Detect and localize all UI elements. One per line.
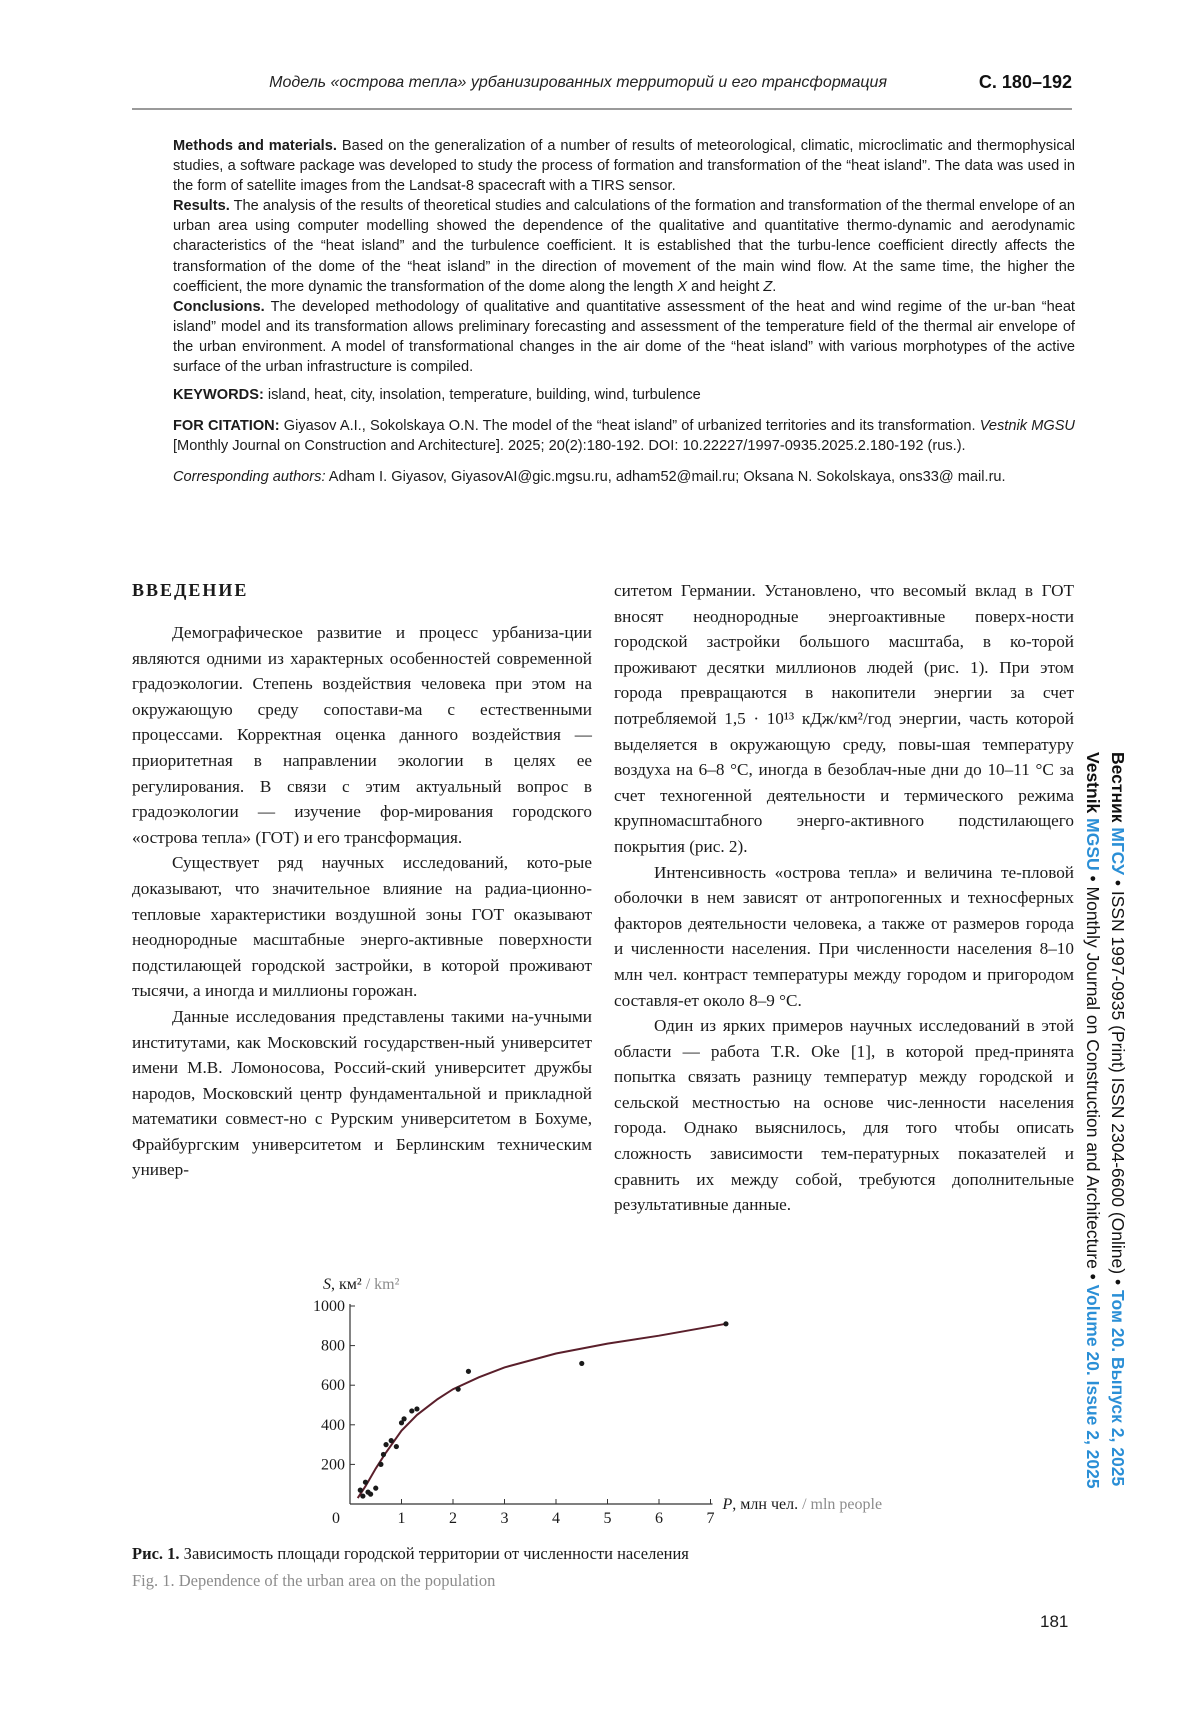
x-tick-label: 7 <box>706 1510 715 1527</box>
keywords <box>173 385 1075 405</box>
data-point <box>381 1452 386 1457</box>
results-text: The analysis of the results of theoretical studies and calculations of the formation and transformation of the thermal envelope of an urban area using computer modelling showed the dependence of the qualitative and quantitative thermo-dynamic and aerodynamic characteristics of the “heat island” and the turbulence coefficient. It is established that the turbu-lence coefficient directly affects the transformation of the dome of the “heat island” in the direction of movement of the main wind flow. At the same time, the higher the coefficient, the more dynamic the transformation of the dome along the length <box>173 198 1075 295</box>
x-axis-label-var: P <box>722 1496 733 1513</box>
y-axis-label <box>323 1276 400 1293</box>
x-axis-label-en: / mln people <box>798 1496 883 1513</box>
running-title: Модель «острова тепла» урбанизированных территорий и его трансформация <box>269 74 887 91</box>
authors-text: Adham I. Giyasov, GiyasovAI@gic.mgsu.ru, adham52@mail.ru; Oksana N. Sokolskaya, ons33@ mail.ru. <box>328 469 1006 486</box>
results-var-x: X <box>677 278 688 295</box>
keywords-text: island, heat, city, insolation, temperature, building, wind, turbulence <box>267 387 701 404</box>
monthly-text: • Monthly Journal on Construction and Architecture • <box>1083 870 1103 1285</box>
abstract-results <box>173 196 1075 296</box>
data-point <box>456 1387 461 1392</box>
left-column <box>132 620 592 1183</box>
y-tick-label: 400 <box>321 1416 345 1434</box>
results-text-end: . <box>772 278 777 295</box>
data-point <box>383 1442 388 1447</box>
x-tick-label: 6 <box>655 1510 663 1527</box>
journal-en: Vestnik <box>1083 752 1103 819</box>
citation-journal: Vestnik MGSU <box>979 418 1075 435</box>
side-line-ru <box>1105 752 1130 1489</box>
data-point <box>579 1361 584 1366</box>
y-axis-label-ru: , км² <box>331 1276 362 1293</box>
page-range: С. 180–192 <box>978 72 1072 92</box>
x-tick-label: 1 <box>397 1510 406 1527</box>
body-paragraph: Данные исследования представлены такими на-учными институтами, как Московский государствен-ный университет имени М.В. Ломоносова, Россий-ский университет дружбы народов, Московский центр фундаментальной и прикладной математики совмест-но с Рурским университетом в Бохуме, Фрайбургским университетом и Берлинским техническим универ- <box>132 1006 592 1180</box>
body-paragraph: Демографическое развитие и процесс урбаниза-ции являются одними из характерных особенностей современной градоэкологии. Степень воздействия человека при этом на окружающую среду сопостави-ма с естественными процессами. Корректная оценка данного воздействия — приоритетная в направлении экологии в целях ее регулирования. В связи с этим актуальный вопрос в градоэкологии — изучение фор-мирования городского «острова тепла» (ГОТ) и его трансформация. <box>132 623 592 847</box>
figure-caption-ru <box>132 1544 689 1564</box>
data-point <box>378 1462 383 1467</box>
methods-text: Based on the generalization of a number of results of meteorological, climatic, microclimatic and thermophysical studies, a software package was developed to study the process of formation and transformation of the “heat island”. The data was used in the form of satellite images from the Landsat-8 spacecraft with a TIRS sensor. <box>173 138 1075 195</box>
abstract-conclusions <box>173 297 1075 377</box>
volume-en: Volume 20. Issue 2, 2025 <box>1083 1284 1103 1489</box>
data-point <box>368 1492 373 1497</box>
x-tick-label: 2 <box>449 1510 457 1527</box>
data-point <box>409 1408 414 1413</box>
figure-caption-en <box>132 1571 495 1591</box>
body-paragraph: Интенсивность «острова тепла» и величина те-пловой оболочки в нем зависят от антропогенных и техносферных факторов деятельности человека, а также от размеров города и численности населения. При численности населения 8–10 млн чел. контраст температуры между городом и пригородом составля-ет около 8–9 °C. <box>614 862 1074 1010</box>
data-point <box>363 1480 368 1485</box>
data-point <box>466 1369 471 1374</box>
keywords-label: KEYWORDS: <box>173 387 264 404</box>
caption-en-text: Dependence of the urban area on the population <box>178 1571 496 1590</box>
data-point <box>373 1486 378 1491</box>
citation-text: Giyasov A.I., Sokolskaya O.N. The model of the “heat island” of urbanized territories and its transformation. <box>283 418 976 435</box>
results-label: Results. <box>173 198 230 215</box>
journal-ru-accent: МГСУ <box>1108 827 1128 875</box>
results-text-and: and height <box>691 278 760 295</box>
side-text <box>1080 752 1130 1489</box>
citation-label: FOR CITATION: <box>173 418 280 435</box>
body-paragraph: ситетом Германии. Установлено, что весомый вклад в ГОТ вносят неоднородные энергоактивные поверх-ности городской застройки большого масштаба, в ко-торой проживают десятки миллионов людей (рис. 1). При этом города превращаются в накопители энергии за счет потребляемой 1,5 · 10¹³ кДж/км²/год энергии, часть которой выделяется в окружающую среду, повы-шая температуру воздуха на 6–8 °C, иногда в безоблач-ные дни до 10–11 °C за счет техногенной деятельности и термического режима крупномасштабного энерго-активного подстилающего покрытия (рис. 2). <box>614 581 1074 856</box>
right-column <box>614 578 1074 1218</box>
data-point <box>414 1406 419 1411</box>
data-point <box>401 1416 406 1421</box>
caption-en-label: Fig. 1. <box>132 1571 175 1590</box>
population-area-chart <box>290 1272 930 1542</box>
conclusions-label: Conclusions. <box>173 298 265 315</box>
data-point <box>360 1493 365 1498</box>
caption-ru-text: Зависимость площади городской территории от численности населения <box>183 1544 689 1563</box>
data-point <box>358 1488 363 1493</box>
volume-ru: Том 20. Выпуск 2, 2025 <box>1108 1289 1128 1487</box>
journal-ru: Вестник <box>1108 752 1128 828</box>
y-axis-label-var: S <box>323 1276 331 1293</box>
results-var-z: Z <box>763 278 773 295</box>
data-point <box>394 1444 399 1449</box>
caption-ru-label: Рис. 1. <box>132 1544 180 1563</box>
journal-en-accent: MGSU <box>1083 818 1103 871</box>
citation-details: [Monthly Journal on Construction and Architecture]. 2025; 20(2):180-192. DOI: 10.22227/1997-0935.2025.2.180-192 (rus.). <box>173 438 966 455</box>
journal-side-strip <box>1083 752 1160 1582</box>
y-tick-label: 200 <box>321 1456 345 1474</box>
figure-1 <box>290 1272 930 1542</box>
citation <box>173 416 1075 456</box>
body-paragraph: Один из ярких примеров научных исследований в этой области — работа T.R. Oke [1], в которой пред-принята попытка связать разницу температур между городской и сельской местностью на основе чис-ленности населения города. Однако выяснилось, для того чтобы описать сложность зависимости тем-пературных показателей и сравнить их между собой, требуются дополнительные результативные данные. <box>614 1016 1074 1215</box>
page-number: 181 <box>1040 1612 1069 1631</box>
header-rule <box>132 108 1072 110</box>
authors-label: Corresponding authors: <box>173 469 326 486</box>
abstract <box>173 136 1075 488</box>
y-tick-label: 1000 <box>313 1298 345 1315</box>
y-tick-label: 600 <box>321 1377 345 1395</box>
y-axis-label-en: / km² <box>361 1276 400 1293</box>
corresponding-authors <box>173 467 1075 487</box>
section-heading: ВВЕДЕНИЕ <box>132 580 249 600</box>
x-axis-label <box>722 1496 883 1513</box>
x-axis-label-ru: , млн чел. <box>732 1496 799 1513</box>
running-header <box>132 72 1072 102</box>
methods-label: Methods and materials. <box>173 138 337 154</box>
x-tick-label: 3 <box>500 1510 509 1527</box>
issn-text: • ISSN 1997-0935 (Print) ISSN 2304-6600 (Online) • <box>1108 874 1128 1290</box>
data-point <box>389 1438 394 1443</box>
y-tick-label: 800 <box>321 1337 345 1355</box>
x-tick-label: 4 <box>552 1510 560 1527</box>
body-paragraph: Существует ряд научных исследований, кото-рые доказывают, что значительное влияние на радиа-ционно-тепловые характеристики воздушной зоны ГОТ оказывают неоднородные масштабные энерго-активные поверхности подстилающей городской застройки, в которой проживают тысячи, а иногда и миллионы горожан. <box>132 853 592 1001</box>
conclusions-text: The developed methodology of qualitative and quantitative assessment of the heat and wind regime of the ur-ban “heat island” model and its transformation allows preliminary forecasting and assessment of the temperature field of the thermal air envelope of the urban environment. A model of transformational changes in the air dome of the “heat island” with various morphotypes of the active surface of the urban infrastructure is compiled. <box>173 298 1075 376</box>
abstract-methods <box>173 136 1075 196</box>
data-point <box>723 1321 728 1326</box>
side-line-en <box>1080 752 1105 1489</box>
x-tick-label: 5 <box>603 1510 612 1527</box>
x-tick-label: 0 <box>332 1510 340 1527</box>
